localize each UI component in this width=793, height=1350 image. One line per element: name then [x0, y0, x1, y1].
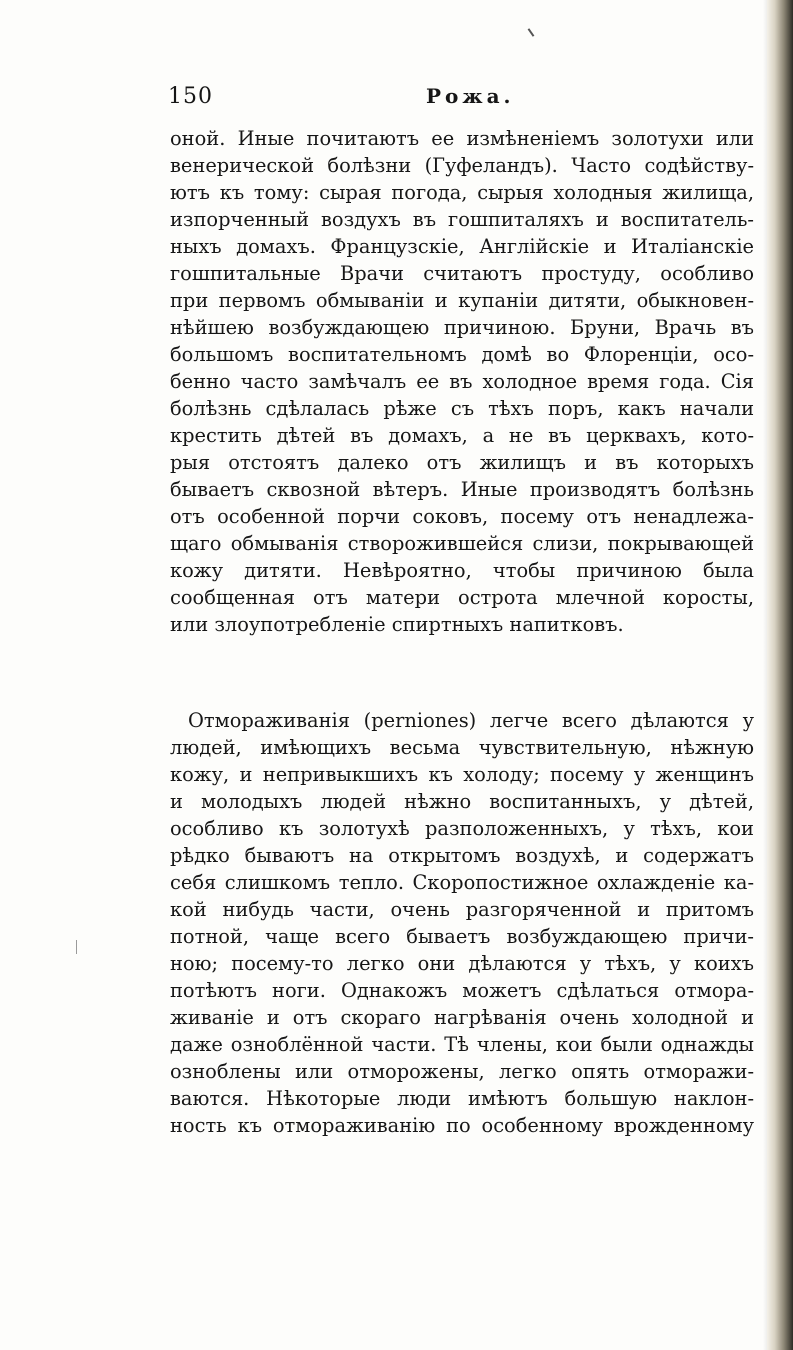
- text-line: нѣйшею возбуждающею причиною. Бруни, Врачь въ: [170, 316, 754, 339]
- text-line: потной, чаще всего бываетъ возбуждающею причи-: [170, 925, 754, 948]
- text-line: кожу дитяти. Невѣроятно, чтобы причиною была: [170, 559, 754, 582]
- text-line: большомъ воспитательномъ домѣ во Флоренціи, осо-: [170, 343, 754, 366]
- printer-mark: [528, 28, 535, 37]
- text-line: кожу, и непривыкшихъ къ холоду; посему у женщинъ: [170, 763, 754, 786]
- text-line: озноблены или отморожены, легко опять отморажи-: [170, 1060, 754, 1083]
- page-header: [168, 84, 515, 112]
- text-line: кой нибудь части, очень разгоряченной и притомъ: [170, 898, 754, 921]
- text-line: и молодыхъ людей нѣжно воспитанныхъ, у дѣтей,: [170, 790, 754, 813]
- text-line: венерической болѣзни (Гуфеландъ). Часто содѣйству-: [170, 154, 754, 177]
- running-title: Рожа.: [426, 84, 515, 108]
- text-line: Отмораживанія (perniones) легче всего дѣлаются у: [188, 709, 754, 732]
- text-line: гошпитальные Врачи считаютъ простуду, особливо: [170, 262, 754, 285]
- text-line: ныхъ домахъ. Французскіе, Англійскіе и Италіанскіе: [170, 235, 754, 258]
- text-line: ною; посему-то легко они дѣлаются у тѣхъ, у коихъ: [170, 952, 754, 975]
- text-line: бенно часто замѣчалъ ее въ холодное время года. Сія: [170, 370, 754, 393]
- margin-mark: [76, 940, 77, 954]
- text-line: рыя отстоятъ далеко отъ жилищъ и въ которыхъ: [170, 451, 754, 474]
- text-line: оной. Иные почитаютъ ее измѣненіемъ золотухи или: [170, 127, 754, 150]
- text-line: даже озноблённой части. Тѣ члены, кои были однажды: [170, 1033, 754, 1056]
- text-line: ютъ къ тому: сырая погода, сырыя холодныя жилища,: [170, 181, 754, 204]
- text-line: рѣдко бываютъ на открытомъ воздухѣ, и содержатъ: [170, 844, 754, 867]
- text-line: крестить дѣтей въ домахъ, а не въ церквахъ, кото-: [170, 424, 754, 447]
- text-line: особливо къ золотухѣ разположенныхъ, у тѣхъ, кои: [170, 817, 754, 840]
- text-line: людей, имѣющихъ весьма чувствительную, нѣжную: [170, 736, 754, 759]
- text-line: изпорченный воздухъ въ гошпиталяхъ и воспитатель-: [170, 208, 754, 231]
- text-line: при первомъ обмываніи и купаніи дитяти, обыкновен-: [170, 289, 754, 312]
- text-line: отъ особенной порчи соковъ, посему отъ ненадлежа-: [170, 505, 754, 528]
- text-line: бываетъ сквозной вѣтеръ. Иные производятъ болѣзнь: [170, 478, 754, 501]
- book-spine: [767, 0, 793, 1350]
- text-line: щаго обмыванія створожившейся слизи, покрывающей: [170, 532, 754, 555]
- text-line: болѣзнь сдѣлалась рѣже съ тѣхъ поръ, какъ начали: [170, 397, 754, 420]
- text-line: потѣютъ ноги. Однакожъ можетъ сдѣлаться отмора-: [170, 979, 754, 1002]
- text-line: ность къ отмораживанію по особенному врожденному: [170, 1114, 754, 1137]
- text-line: себя слишкомъ тепло. Скоропостижное охлажденіе ка-: [170, 871, 754, 894]
- text-line: ваются. Нѣкоторые люди имѣютъ большую наклон-: [170, 1087, 754, 1110]
- text-line: живаніе и отъ скораго нагрѣванія очень холодной и: [170, 1006, 754, 1029]
- page-number: 150: [168, 84, 213, 109]
- text-line: сообщенная отъ матери острота млечной коросты,: [170, 586, 754, 609]
- text-line: или злоупотребленіе спиртныхъ напитковъ.: [170, 613, 624, 636]
